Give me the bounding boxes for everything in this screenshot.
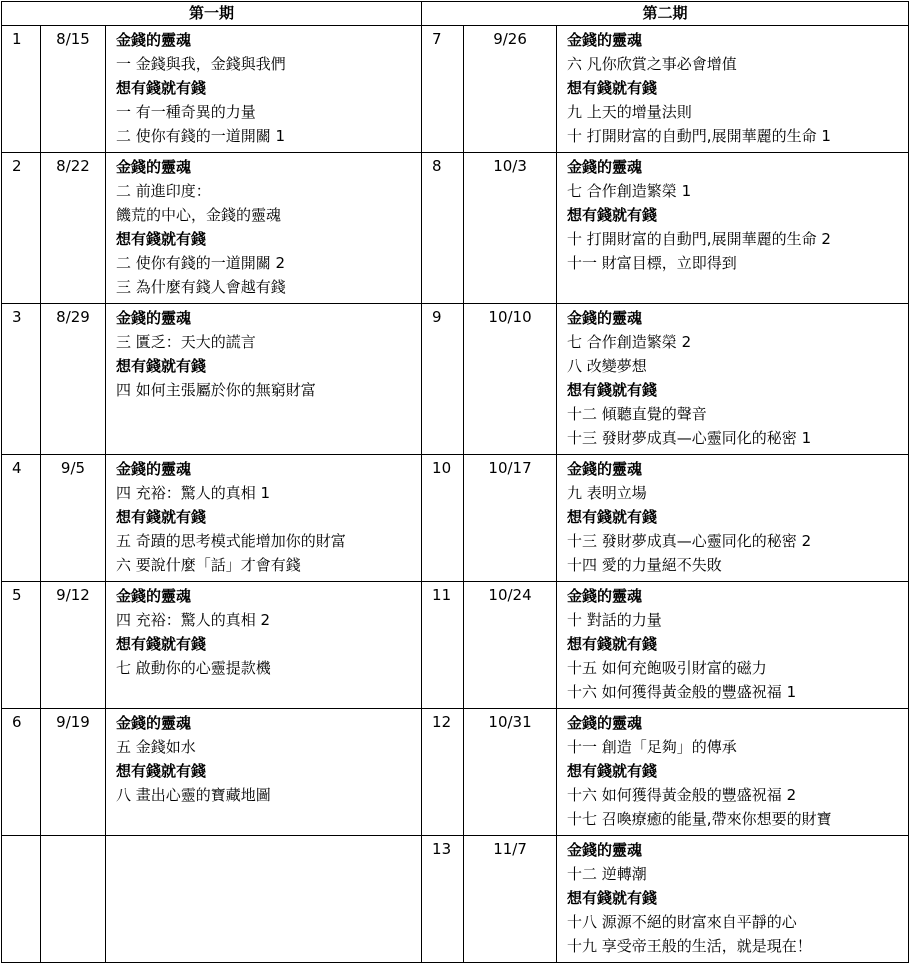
table-row [2,709,909,836]
session-number: 13 [422,836,464,963]
session-date: 9/26 [464,26,557,153]
session-date: 9/12 [41,582,106,709]
session-number: 8 [422,153,464,304]
session-number: 6 [2,709,41,836]
chapter-item: 十六 如何獲得黃金般的豐盛祝福 2 [567,786,797,804]
chapter-item: 八 畫出心靈的寶藏地圖 [116,786,271,804]
session-number: 10 [422,455,464,582]
session-date: 10/3 [464,153,557,304]
chapter-item: 五 金錢如水 [116,738,196,756]
session-content [106,153,422,304]
chapter-item: 九 上天的增量法則 [567,103,692,121]
course-heading: 金錢的靈魂 [116,31,192,49]
session-date: 10/24 [464,582,557,709]
chapter-item: 三 為什麼有錢人會越有錢 [116,278,286,296]
course-heading: 金錢的靈魂 [567,841,643,859]
course-heading: 想有錢就有錢 [567,635,658,653]
chapter-item: 十六 如何獲得黃金般的豐盛祝福 1 [567,683,797,701]
session-content [106,455,422,582]
table-row [2,153,909,304]
chapter-item: 十九 享受帝王般的生活，就是現在！ [567,937,812,955]
session-number [2,836,41,963]
course-heading: 想有錢就有錢 [116,357,207,375]
session-content [557,836,909,963]
chapter-item: 一 有一種奇異的力量 [116,103,256,121]
session-number: 4 [2,455,41,582]
session-number: 7 [422,26,464,153]
chapter-item: 十 對話的力量 [567,611,662,629]
session-content [106,304,422,455]
session-number: 11 [422,582,464,709]
session-number: 3 [2,304,41,455]
chapter-item: 七 合作創造繁榮 1 [567,182,692,200]
header-row [2,2,909,26]
chapter-item: 四 充裕：驚人的真相 1 [116,484,271,502]
period-1-header: 第一期 [2,2,422,26]
chapter-item: 六 凡你欣賞之事必會增值 [567,55,737,73]
course-heading: 想有錢就有錢 [567,381,658,399]
table-row [2,582,909,709]
course-heading: 想有錢就有錢 [116,508,207,526]
session-content [557,153,909,304]
session-date: 8/22 [41,153,106,304]
chapter-item: 九 表明立場 [567,484,647,502]
session-date: 11/7 [464,836,557,963]
schedule-body [2,26,909,963]
session-date: 10/10 [464,304,557,455]
chapter-item: 十二 逆轉潮 [567,865,647,883]
course-heading: 金錢的靈魂 [116,460,192,478]
chapter-item: 二 使你有錢的一道開關 1 [116,127,286,145]
chapter-item: 十 打開財富的自動門,展開華麗的生命 1 [567,127,831,145]
course-heading: 金錢的靈魂 [116,158,192,176]
chapter-item: 六 要說什麼「話」才會有錢 [116,556,301,574]
session-date: 10/17 [464,455,557,582]
chapter-item: 二 使你有錢的一道開關 2 [116,254,286,272]
chapter-item: 十七 召喚療癒的能量,帶來你想要的財寶 [567,810,832,828]
chapter-item: 十一 財富目標，立即得到 [567,254,737,272]
session-content [106,26,422,153]
course-heading: 想有錢就有錢 [116,79,207,97]
session-number: 9 [422,304,464,455]
course-heading: 想有錢就有錢 [567,762,658,780]
chapter-item: 十三 發財夢成真—心靈同化的秘密 1 [567,429,812,447]
table-row [2,26,909,153]
schedule-table [1,1,909,963]
chapter-item: 十三 發財夢成真—心靈同化的秘密 2 [567,532,812,550]
session-date: 9/19 [41,709,106,836]
chapter-item: 七 合作創造繁榮 2 [567,333,692,351]
session-date: 10/31 [464,709,557,836]
session-date: 9/5 [41,455,106,582]
session-content [557,304,909,455]
chapter-item: 十一 創造「足夠」的傳承 [567,738,737,756]
table-row [2,836,909,963]
session-content [557,582,909,709]
chapter-item: 十二 傾聽直覺的聲音 [567,405,707,423]
session-content [557,26,909,153]
course-heading: 金錢的靈魂 [567,587,643,605]
chapter-item: 十 打開財富的自動門,展開華麗的生命 2 [567,230,831,248]
session-number: 1 [2,26,41,153]
chapter-item: 三 匱乏：天大的謊言 [116,333,256,351]
session-number: 2 [2,153,41,304]
chapter-item: 七 啟動你的心靈提款機 [116,659,271,677]
course-heading: 金錢的靈魂 [567,309,643,327]
session-content [557,709,909,836]
chapter-item: 四 如何主張屬於你的無窮財富 [116,381,316,399]
chapter-item: 十五 如何充飽吸引財富的磁力 [567,659,767,677]
session-date: 8/29 [41,304,106,455]
course-heading: 金錢的靈魂 [567,460,643,478]
period-2-header: 第二期 [422,2,909,26]
session-date: 8/15 [41,26,106,153]
course-heading: 金錢的靈魂 [567,158,643,176]
course-heading: 想有錢就有錢 [567,79,658,97]
table-row [2,304,909,455]
course-heading: 金錢的靈魂 [116,587,192,605]
course-heading: 想有錢就有錢 [116,635,207,653]
chapter-item: 十四 愛的力量絕不失敗 [567,556,722,574]
session-content [106,582,422,709]
chapter-item: 五 奇蹟的思考模式能增加你的財富 [116,532,346,550]
course-heading: 金錢的靈魂 [116,309,192,327]
course-heading: 想有錢就有錢 [567,889,658,907]
chapter-item: 十八 源源不絕的財富來自平靜的心 [567,913,797,931]
course-heading: 金錢的靈魂 [116,714,192,732]
course-heading: 金錢的靈魂 [567,714,643,732]
chapter-item: 八 改變夢想 [567,357,647,375]
course-heading: 想有錢就有錢 [116,762,207,780]
session-date [41,836,106,963]
course-heading: 想有錢就有錢 [567,206,658,224]
course-heading: 想有錢就有錢 [567,508,658,526]
chapter-item: 二 前進印度： [116,182,211,200]
course-heading: 金錢的靈魂 [567,31,643,49]
chapter-item: 饑荒的中心，金錢的靈魂 [116,206,282,224]
session-content [106,836,422,963]
chapter-item: 四 充裕：驚人的真相 2 [116,611,271,629]
session-content [557,455,909,582]
course-heading: 想有錢就有錢 [116,230,207,248]
chapter-item: 一 金錢與我，金錢與我們 [116,55,286,73]
session-number: 12 [422,709,464,836]
session-number: 5 [2,582,41,709]
session-content [106,709,422,836]
table-row [2,455,909,582]
